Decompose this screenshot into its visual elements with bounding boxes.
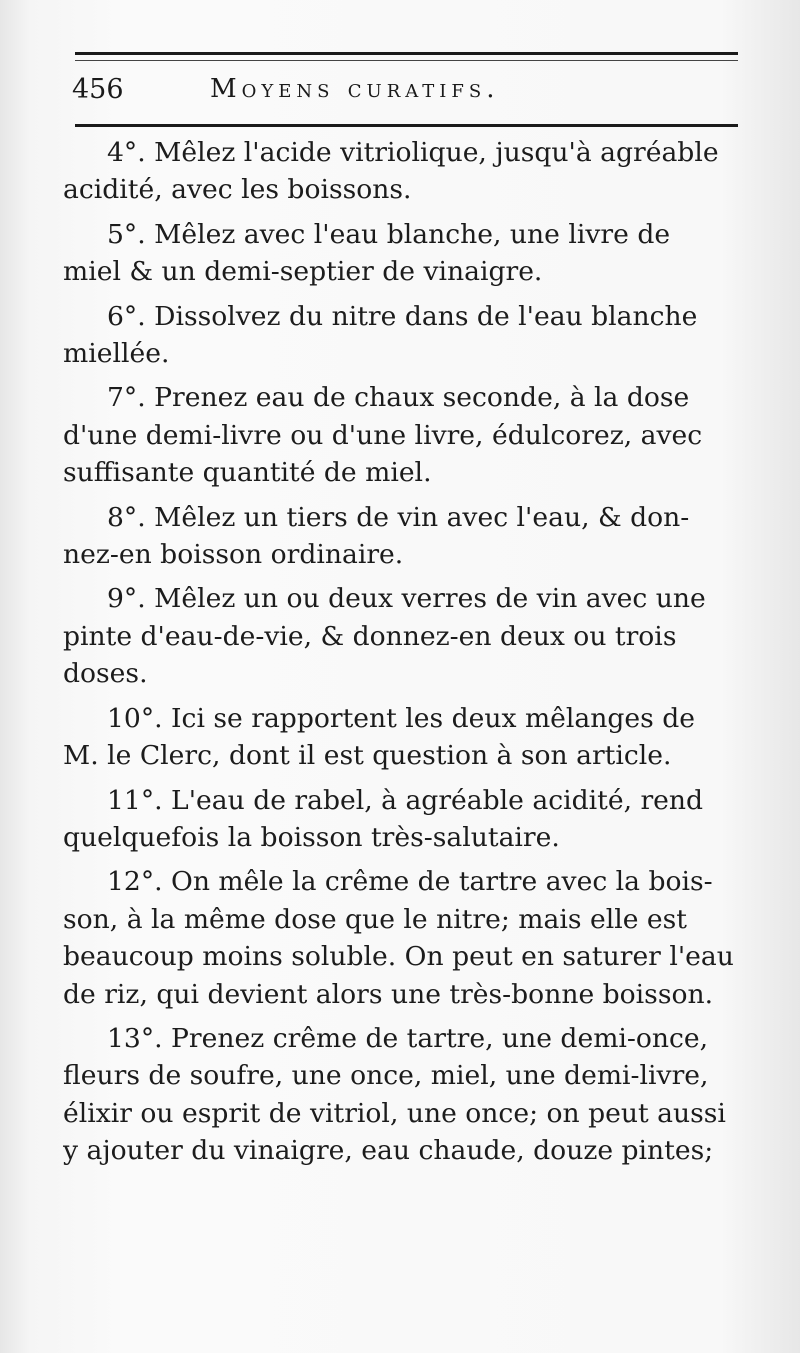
paragraph — [63, 499, 741, 574]
paragraph-line — [63, 1132, 741, 1169]
paragraph — [63, 1020, 741, 1170]
line-text: de riz, qui devient alors une très-bonne boisson. — [63, 978, 714, 1010]
line-text: 8°. Mêlez un tiers de vin avec l'eau, & don- — [107, 501, 690, 533]
paragraph-line — [63, 819, 741, 856]
paragraph-line — [63, 655, 741, 692]
paragraph-first-line — [63, 863, 741, 900]
line-text: 11°. L'eau de rabel, à agréable acidité, rend — [107, 784, 704, 816]
line-text: 10°. Ici se rapportent les deux mêlanges de — [107, 702, 696, 734]
paragraph — [63, 379, 741, 491]
paragraph-line — [63, 536, 741, 573]
line-text: fleurs de soufre, une once, miel, une demi-livre, — [63, 1060, 709, 1092]
paragraph-line — [63, 1057, 741, 1094]
paragraph-first-line — [63, 1020, 741, 1057]
paragraph-first-line — [63, 216, 741, 253]
line-text: acidité, avec les boissons. — [63, 174, 412, 206]
line-text: nez-en boisson ordinaire. — [63, 539, 404, 571]
line-text: suffisante quantité de miel. — [63, 457, 432, 489]
line-text: d'une demi-livre ou d'une livre, édulcorez, avec — [63, 419, 703, 451]
running-title: Moyens curatifs. — [210, 74, 500, 104]
line-text: y ajouter du vinaigre, eau chaude, douze pintes; — [63, 1135, 714, 1167]
paragraph — [63, 700, 741, 775]
paragraph — [63, 863, 741, 1013]
paragraph-line — [63, 454, 741, 491]
paragraph — [63, 782, 741, 857]
paragraph-first-line — [63, 134, 741, 171]
paragraph-first-line — [63, 379, 741, 416]
line-text: élixir ou esprit de vitriol, une once; on peut aussi — [63, 1097, 726, 1129]
line-text: 4°. Mêlez l'acide vitriolique, jusqu'à agréable — [107, 137, 719, 168]
line-text: 13°. Prenez crême de tartre, une demi-once, — [107, 1022, 709, 1054]
line-text: pinte d'eau-de-vie, & donnez-en deux ou trois — [63, 620, 677, 652]
line-text: son, à la même dose que le nitre; mais elle est — [63, 903, 687, 935]
line-text: doses. — [63, 658, 148, 690]
paragraph-line — [63, 335, 741, 372]
paragraph-first-line — [63, 782, 741, 819]
line-text: beaucoup moins soluble. On peut en saturer l'eau — [63, 941, 734, 973]
line-text: 6°. Dissolvez du nitre dans de l'eau blanche — [107, 300, 698, 332]
paragraph-first-line — [63, 700, 741, 737]
paragraph-line — [63, 901, 741, 938]
paragraph-line — [63, 1095, 741, 1132]
paragraph-first-line — [63, 298, 741, 335]
page-number: 456 — [72, 74, 124, 105]
paragraph-line — [63, 737, 741, 774]
line-text: 7°. Prenez eau de chaux seconde, à la dose — [107, 382, 690, 414]
line-text: quelquefois la boisson très-salutaire. — [63, 821, 560, 853]
line-text: 12°. On mêle la crême de tartre avec la bois- — [107, 866, 713, 898]
paragraph-first-line — [63, 499, 741, 536]
paragraph-line — [63, 938, 741, 975]
line-text: M. le Clerc, dont il est question à son article. — [63, 740, 672, 772]
header-rule — [75, 124, 738, 127]
paragraph — [63, 298, 741, 373]
line-text: miel & un demi-septier de vinaigre. — [63, 256, 543, 288]
paragraph — [63, 216, 741, 291]
top-rule — [75, 52, 738, 55]
paragraph-line — [63, 976, 741, 1013]
paragraph — [63, 580, 741, 692]
page-header — [72, 70, 742, 114]
paragraph-line — [63, 171, 741, 208]
paragraph-line — [63, 618, 741, 655]
paragraph-line — [63, 417, 741, 454]
paragraph-line — [63, 253, 741, 290]
line-text: 5°. Mêlez avec l'eau blanche, une livre de — [107, 218, 671, 250]
body-text — [63, 134, 741, 1170]
paragraph — [63, 134, 741, 209]
paragraph-first-line — [63, 580, 741, 617]
line-text: miellée. — [63, 338, 170, 370]
top-rule-thin — [75, 60, 738, 61]
line-text: 9°. Mêlez un ou deux verres de vin avec une — [107, 583, 706, 615]
